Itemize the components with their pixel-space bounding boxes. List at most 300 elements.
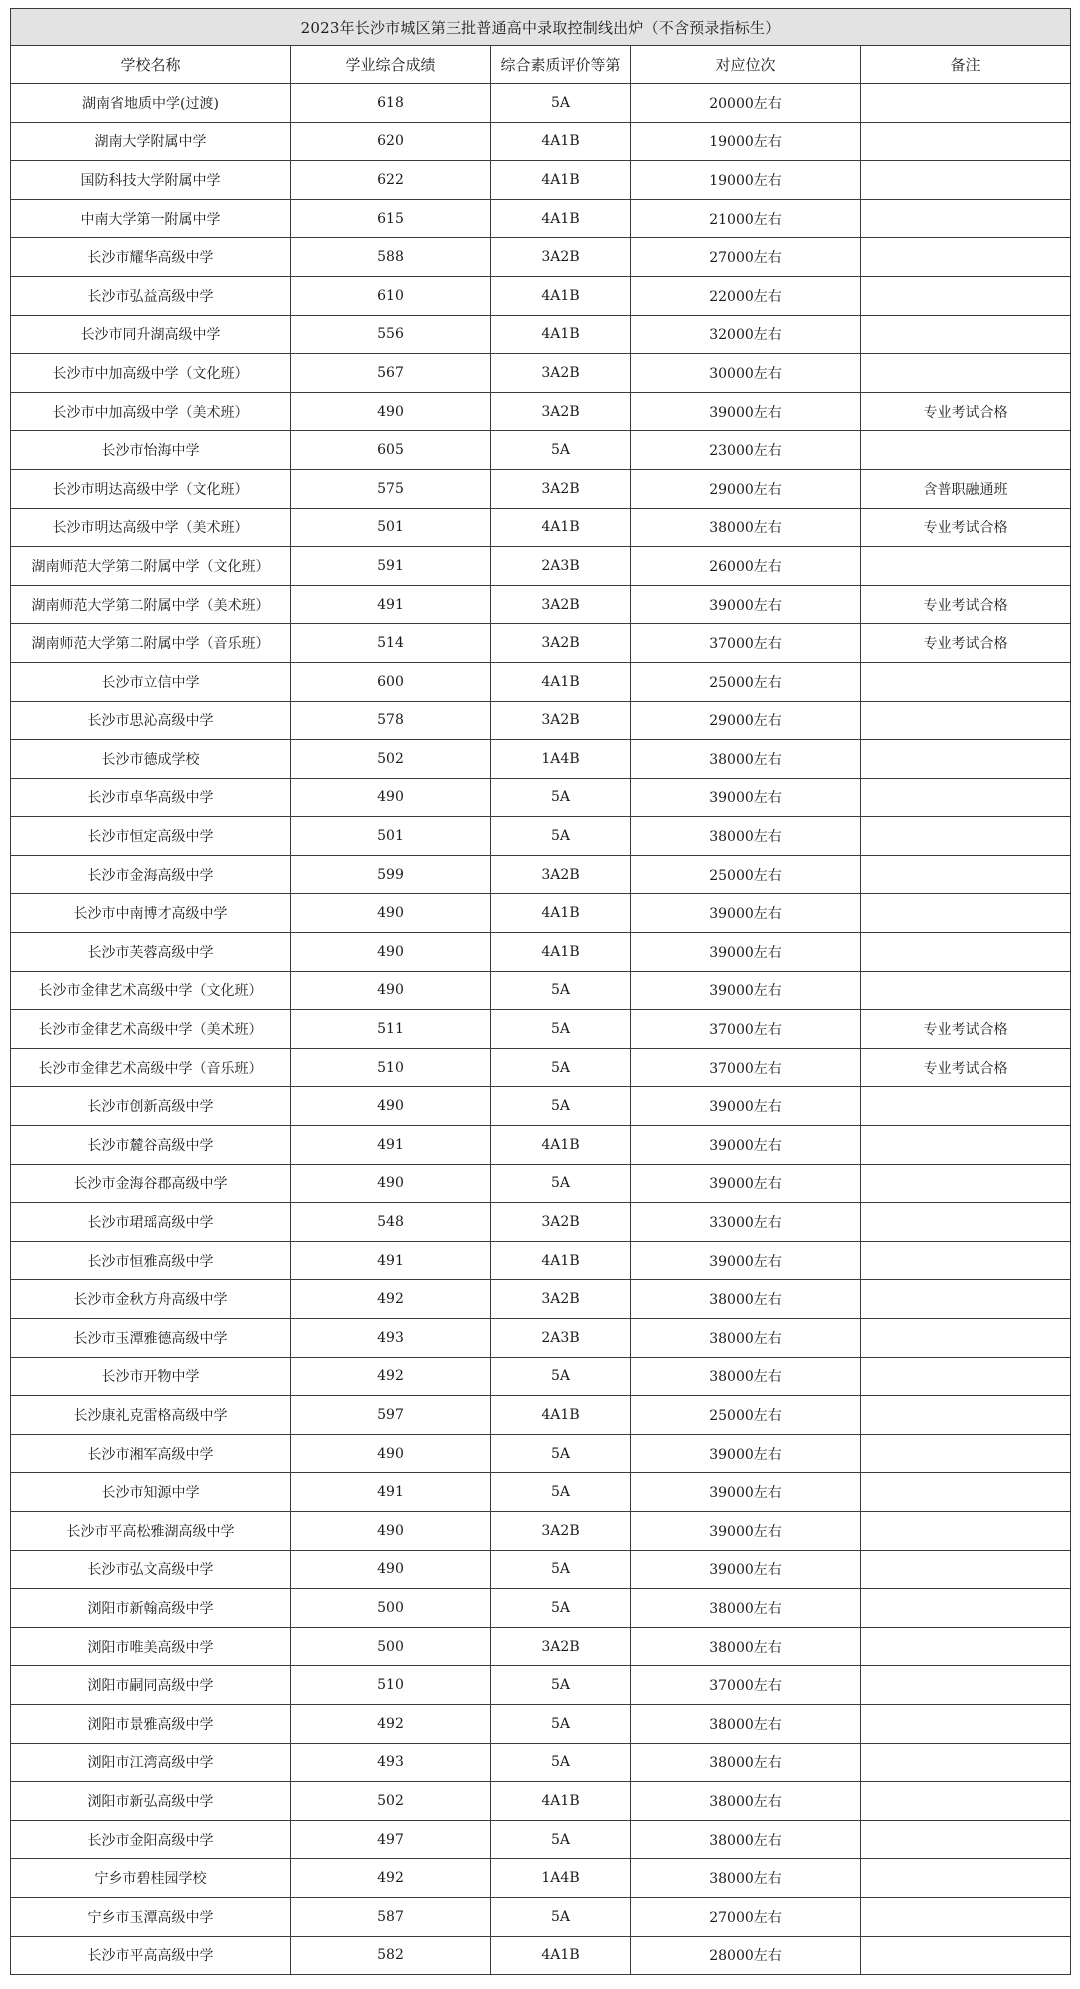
grade-cell: 5A (491, 817, 631, 856)
grade-cell: 3A2B (491, 354, 631, 393)
score-cell: 620 (291, 122, 491, 161)
grade-cell: 5A (491, 778, 631, 817)
score-cell: 511 (291, 1010, 491, 1049)
note-cell (861, 778, 1071, 817)
school-name-cell: 湖南师范大学第二附属中学（美术班） (11, 585, 291, 624)
rank-cell: 38000左右 (631, 508, 861, 547)
school-name-cell: 长沙市弘益高级中学 (11, 276, 291, 315)
table-title: 2023年长沙市城区第三批普通高中录取控制线出炉（不含预录指标生） (11, 9, 1071, 46)
rank-cell: 38000左右 (631, 1319, 861, 1358)
school-name-cell: 浏阳市嗣同高级中学 (11, 1666, 291, 1705)
score-cell: 605 (291, 431, 491, 470)
school-name-cell: 宁乡市玉潭高级中学 (11, 1897, 291, 1936)
grade-cell: 2A3B (491, 547, 631, 586)
school-name-cell: 长沙市开物中学 (11, 1357, 291, 1396)
column-header-note: 备注 (861, 46, 1071, 84)
score-cell: 490 (291, 778, 491, 817)
school-name-cell: 长沙市中加高级中学（文化班） (11, 354, 291, 393)
grade-cell: 5A (491, 1087, 631, 1126)
grade-cell: 3A2B (491, 238, 631, 277)
school-name-cell: 长沙市恒雅高级中学 (11, 1241, 291, 1280)
grade-cell: 1A4B (491, 1859, 631, 1898)
grade-cell: 4A1B (491, 122, 631, 161)
grade-cell: 5A (491, 971, 631, 1010)
note-cell: 专业考试合格 (861, 1010, 1071, 1049)
table-row (11, 624, 1071, 663)
grade-cell: 5A (491, 1550, 631, 1589)
score-cell: 587 (291, 1897, 491, 1936)
note-cell (861, 971, 1071, 1010)
school-name-cell: 长沙市平高松雅湖高级中学 (11, 1511, 291, 1550)
note-cell (861, 1434, 1071, 1473)
grade-cell: 2A3B (491, 1319, 631, 1358)
grade-cell: 5A (491, 1048, 631, 1087)
table-row (11, 1241, 1071, 1280)
grade-cell: 3A2B (491, 701, 631, 740)
rank-cell: 39000左右 (631, 1164, 861, 1203)
school-name-cell: 浏阳市江湾高级中学 (11, 1743, 291, 1782)
grade-cell: 4A1B (491, 315, 631, 354)
school-name-cell: 浏阳市唯美高级中学 (11, 1627, 291, 1666)
school-name-cell: 湖南师范大学第二附属中学（文化班） (11, 547, 291, 586)
table-row (11, 1010, 1071, 1049)
school-name-cell: 湖南省地质中学(过渡) (11, 84, 291, 123)
table-row (11, 933, 1071, 972)
table-row (11, 1280, 1071, 1319)
grade-cell: 5A (491, 1473, 631, 1512)
school-name-cell: 长沙市金阳高级中学 (11, 1820, 291, 1859)
note-cell (861, 1936, 1071, 1975)
score-cell: 500 (291, 1627, 491, 1666)
rank-cell: 38000左右 (631, 1589, 861, 1628)
note-cell (861, 315, 1071, 354)
school-name-cell: 长沙市珺瑶高级中学 (11, 1203, 291, 1242)
table-row (11, 585, 1071, 624)
score-cell: 491 (291, 585, 491, 624)
note-cell (861, 1704, 1071, 1743)
table-row (11, 1704, 1071, 1743)
rank-cell: 39000左右 (631, 1511, 861, 1550)
rank-cell: 38000左右 (631, 1357, 861, 1396)
school-name-cell: 长沙市明达高级中学（美术班） (11, 508, 291, 547)
grade-cell: 3A2B (491, 1280, 631, 1319)
table-row (11, 855, 1071, 894)
school-name-cell: 长沙市金秋方舟高级中学 (11, 1280, 291, 1319)
rank-cell: 25000左右 (631, 1396, 861, 1435)
rank-cell: 22000左右 (631, 276, 861, 315)
note-cell (861, 1203, 1071, 1242)
score-cell: 501 (291, 817, 491, 856)
rank-cell: 39000左右 (631, 585, 861, 624)
table-row (11, 1511, 1071, 1550)
rank-cell: 39000左右 (631, 1087, 861, 1126)
grade-cell: 4A1B (491, 1782, 631, 1821)
school-name-cell: 中南大学第一附属中学 (11, 199, 291, 238)
rank-cell: 39000左右 (631, 778, 861, 817)
score-cell: 502 (291, 740, 491, 779)
table-row (11, 1936, 1071, 1975)
rank-cell: 38000左右 (631, 740, 861, 779)
rank-cell: 26000左右 (631, 547, 861, 586)
note-cell (861, 84, 1071, 123)
note-cell: 专业考试合格 (861, 624, 1071, 663)
note-cell (861, 276, 1071, 315)
table-body (11, 84, 1071, 1975)
score-cell: 610 (291, 276, 491, 315)
note-cell (861, 933, 1071, 972)
note-cell (861, 662, 1071, 701)
column-header-rank: 对应位次 (631, 46, 861, 84)
rank-cell: 39000左右 (631, 1434, 861, 1473)
school-name-cell: 长沙市恒定高级中学 (11, 817, 291, 856)
note-cell: 专业考试合格 (861, 585, 1071, 624)
note-cell (861, 354, 1071, 393)
table-row (11, 1126, 1071, 1165)
rank-cell: 39000左右 (631, 894, 861, 933)
table-row (11, 1434, 1071, 1473)
note-cell (861, 431, 1071, 470)
table-row (11, 354, 1071, 393)
school-name-cell: 长沙市卓华高级中学 (11, 778, 291, 817)
school-name-cell: 长沙市同升湖高级中学 (11, 315, 291, 354)
grade-cell: 4A1B (491, 276, 631, 315)
score-cell: 597 (291, 1396, 491, 1435)
school-name-cell: 湖南大学附属中学 (11, 122, 291, 161)
note-cell (861, 1820, 1071, 1859)
note-cell (861, 547, 1071, 586)
school-name-cell: 长沙市金律艺术高级中学（美术班） (11, 1010, 291, 1049)
score-cell: 510 (291, 1666, 491, 1705)
grade-cell: 5A (491, 1666, 631, 1705)
score-cell: 490 (291, 1434, 491, 1473)
note-cell (861, 817, 1071, 856)
title-row (11, 9, 1071, 46)
rank-cell: 39000左右 (631, 1550, 861, 1589)
score-cell: 490 (291, 894, 491, 933)
table-row (11, 701, 1071, 740)
rank-cell: 39000左右 (631, 1126, 861, 1165)
grade-cell: 4A1B (491, 1936, 631, 1975)
table-row (11, 431, 1071, 470)
table-row (11, 1743, 1071, 1782)
rank-cell: 23000左右 (631, 431, 861, 470)
score-cell: 500 (291, 1589, 491, 1628)
note-cell (861, 855, 1071, 894)
note-cell (861, 1589, 1071, 1628)
note-cell (861, 238, 1071, 277)
school-name-cell: 长沙市弘文高级中学 (11, 1550, 291, 1589)
score-cell: 567 (291, 354, 491, 393)
score-cell: 600 (291, 662, 491, 701)
score-cell: 599 (291, 855, 491, 894)
table-row (11, 1782, 1071, 1821)
rank-cell: 39000左右 (631, 1241, 861, 1280)
rank-cell: 37000左右 (631, 1010, 861, 1049)
table-row (11, 1396, 1071, 1435)
grade-cell: 4A1B (491, 508, 631, 547)
grade-cell: 5A (491, 1357, 631, 1396)
rank-cell: 30000左右 (631, 354, 861, 393)
school-name-cell: 长沙市金律艺术高级中学（文化班） (11, 971, 291, 1010)
score-cell: 490 (291, 933, 491, 972)
note-cell: 含普职融通班 (861, 469, 1071, 508)
school-name-cell: 长沙市平高高级中学 (11, 1936, 291, 1975)
score-cell: 490 (291, 1164, 491, 1203)
grade-cell: 3A2B (491, 855, 631, 894)
score-cell: 582 (291, 1936, 491, 1975)
rank-cell: 39000左右 (631, 933, 861, 972)
school-name-cell: 长沙市立信中学 (11, 662, 291, 701)
grade-cell: 4A1B (491, 1241, 631, 1280)
table-row (11, 1589, 1071, 1628)
school-name-cell: 长沙市怡海中学 (11, 431, 291, 470)
table-row (11, 1627, 1071, 1666)
grade-cell: 5A (491, 1589, 631, 1628)
note-cell (861, 199, 1071, 238)
school-name-cell: 湖南师范大学第二附属中学（音乐班） (11, 624, 291, 663)
table-row (11, 276, 1071, 315)
note-cell (861, 1859, 1071, 1898)
table-row (11, 469, 1071, 508)
note-cell (861, 1511, 1071, 1550)
table-row (11, 971, 1071, 1010)
score-cell: 492 (291, 1280, 491, 1319)
note-cell (861, 894, 1071, 933)
grade-cell: 5A (491, 1820, 631, 1859)
note-cell (861, 1357, 1071, 1396)
note-cell (861, 1473, 1071, 1512)
rank-cell: 38000左右 (631, 817, 861, 856)
school-name-cell: 长沙康礼克雷格高级中学 (11, 1396, 291, 1435)
score-cell: 492 (291, 1859, 491, 1898)
score-cell: 548 (291, 1203, 491, 1242)
note-cell (861, 161, 1071, 200)
rank-cell: 39000左右 (631, 1473, 861, 1512)
note-cell: 专业考试合格 (861, 392, 1071, 431)
score-cell: 497 (291, 1820, 491, 1859)
score-cell: 575 (291, 469, 491, 508)
school-name-cell: 长沙市创新高级中学 (11, 1087, 291, 1126)
grade-cell: 3A2B (491, 585, 631, 624)
rank-cell: 38000左右 (631, 1743, 861, 1782)
school-name-cell: 长沙市金海高级中学 (11, 855, 291, 894)
score-cell: 588 (291, 238, 491, 277)
score-cell: 493 (291, 1743, 491, 1782)
note-cell (861, 1897, 1071, 1936)
table-row (11, 1859, 1071, 1898)
table-row (11, 1203, 1071, 1242)
table-row (11, 508, 1071, 547)
score-cell: 591 (291, 547, 491, 586)
table-row (11, 1048, 1071, 1087)
score-cell: 514 (291, 624, 491, 663)
table-row (11, 84, 1071, 123)
rank-cell: 21000左右 (631, 199, 861, 238)
grade-cell: 4A1B (491, 199, 631, 238)
table-row (11, 1820, 1071, 1859)
score-cell: 615 (291, 199, 491, 238)
rank-cell: 37000左右 (631, 1666, 861, 1705)
grade-cell: 4A1B (491, 933, 631, 972)
admission-table-sheet (10, 8, 1070, 1975)
score-cell: 490 (291, 1087, 491, 1126)
rank-cell: 28000左右 (631, 1936, 861, 1975)
table-row (11, 122, 1071, 161)
school-name-cell: 长沙市金律艺术高级中学（音乐班） (11, 1048, 291, 1087)
table-row (11, 1666, 1071, 1705)
note-cell (861, 1126, 1071, 1165)
score-cell: 501 (291, 508, 491, 547)
table-row (11, 392, 1071, 431)
grade-cell: 3A2B (491, 624, 631, 663)
grade-cell: 5A (491, 84, 631, 123)
score-cell: 491 (291, 1126, 491, 1165)
school-name-cell: 长沙市湘军高级中学 (11, 1434, 291, 1473)
rank-cell: 39000左右 (631, 971, 861, 1010)
grade-cell: 1A4B (491, 740, 631, 779)
rank-cell: 32000左右 (631, 315, 861, 354)
table-row (11, 662, 1071, 701)
score-cell: 622 (291, 161, 491, 200)
score-cell: 556 (291, 315, 491, 354)
school-name-cell: 长沙市思沁高级中学 (11, 701, 291, 740)
grade-cell: 3A2B (491, 1203, 631, 1242)
table-row (11, 547, 1071, 586)
grade-cell: 5A (491, 1010, 631, 1049)
score-cell: 493 (291, 1319, 491, 1358)
score-cell: 510 (291, 1048, 491, 1087)
rank-cell: 39000左右 (631, 392, 861, 431)
score-cell: 490 (291, 971, 491, 1010)
grade-cell: 4A1B (491, 161, 631, 200)
note-cell (861, 1241, 1071, 1280)
school-name-cell: 长沙市玉潭雅德高级中学 (11, 1319, 291, 1358)
rank-cell: 19000左右 (631, 161, 861, 200)
grade-cell: 4A1B (491, 1126, 631, 1165)
note-cell: 专业考试合格 (861, 1048, 1071, 1087)
score-cell: 491 (291, 1241, 491, 1280)
grade-cell: 3A2B (491, 392, 631, 431)
table-row (11, 1087, 1071, 1126)
score-cell: 618 (291, 84, 491, 123)
score-cell: 490 (291, 392, 491, 431)
table-row (11, 778, 1071, 817)
note-cell (861, 1743, 1071, 1782)
note-cell (861, 1164, 1071, 1203)
grade-cell: 3A2B (491, 1511, 631, 1550)
grade-cell: 4A1B (491, 894, 631, 933)
note-cell (861, 1627, 1071, 1666)
school-name-cell: 长沙市金海谷郡高级中学 (11, 1164, 291, 1203)
grade-cell: 5A (491, 1434, 631, 1473)
grade-cell: 5A (491, 1743, 631, 1782)
rank-cell: 27000左右 (631, 238, 861, 277)
school-name-cell: 长沙市中加高级中学（美术班） (11, 392, 291, 431)
table-row (11, 894, 1071, 933)
rank-cell: 27000左右 (631, 1897, 861, 1936)
table-row (11, 1164, 1071, 1203)
score-cell: 490 (291, 1550, 491, 1589)
table-row (11, 315, 1071, 354)
school-name-cell: 长沙市德成学校 (11, 740, 291, 779)
note-cell (861, 701, 1071, 740)
note-cell (861, 1550, 1071, 1589)
school-name-cell: 长沙市麓谷高级中学 (11, 1126, 291, 1165)
score-cell: 578 (291, 701, 491, 740)
table-row (11, 1897, 1071, 1936)
note-cell (861, 1396, 1071, 1435)
rank-cell: 38000左右 (631, 1627, 861, 1666)
note-cell: 专业考试合格 (861, 508, 1071, 547)
admission-cutoff-table (10, 8, 1071, 1975)
table-row (11, 238, 1071, 277)
note-cell (861, 1319, 1071, 1358)
school-name-cell: 长沙市芙蓉高级中学 (11, 933, 291, 972)
grade-cell: 5A (491, 1704, 631, 1743)
rank-cell: 38000左右 (631, 1704, 861, 1743)
school-name-cell: 浏阳市新弘高级中学 (11, 1782, 291, 1821)
note-cell (861, 1666, 1071, 1705)
rank-cell: 38000左右 (631, 1280, 861, 1319)
rank-cell: 25000左右 (631, 855, 861, 894)
score-cell: 502 (291, 1782, 491, 1821)
note-cell (861, 1782, 1071, 1821)
grade-cell: 3A2B (491, 469, 631, 508)
rank-cell: 33000左右 (631, 1203, 861, 1242)
table-row (11, 1319, 1071, 1358)
column-header-score: 学业综合成绩 (291, 46, 491, 84)
column-header-school: 学校名称 (11, 46, 291, 84)
grade-cell: 3A2B (491, 1627, 631, 1666)
note-cell (861, 1087, 1071, 1126)
grade-cell: 4A1B (491, 1396, 631, 1435)
table-row (11, 1473, 1071, 1512)
rank-cell: 25000左右 (631, 662, 861, 701)
rank-cell: 38000左右 (631, 1859, 861, 1898)
school-name-cell: 浏阳市新翰高级中学 (11, 1589, 291, 1628)
table-row (11, 1550, 1071, 1589)
grade-cell: 5A (491, 1897, 631, 1936)
table-row (11, 740, 1071, 779)
school-name-cell: 长沙市耀华高级中学 (11, 238, 291, 277)
school-name-cell: 长沙市明达高级中学（文化班） (11, 469, 291, 508)
table-row (11, 1357, 1071, 1396)
rank-cell: 37000左右 (631, 1048, 861, 1087)
school-name-cell: 国防科技大学附属中学 (11, 161, 291, 200)
rank-cell: 37000左右 (631, 624, 861, 663)
score-cell: 490 (291, 1511, 491, 1550)
score-cell: 491 (291, 1473, 491, 1512)
rank-cell: 38000左右 (631, 1782, 861, 1821)
school-name-cell: 长沙市中南博才高级中学 (11, 894, 291, 933)
school-name-cell: 浏阳市景雅高级中学 (11, 1704, 291, 1743)
rank-cell: 38000左右 (631, 1820, 861, 1859)
note-cell (861, 1280, 1071, 1319)
rank-cell: 29000左右 (631, 701, 861, 740)
school-name-cell: 宁乡市碧桂园学校 (11, 1859, 291, 1898)
school-name-cell: 长沙市知源中学 (11, 1473, 291, 1512)
column-header-grade: 综合素质评价等第 (491, 46, 631, 84)
grade-cell: 5A (491, 431, 631, 470)
table-row (11, 199, 1071, 238)
table-row (11, 161, 1071, 200)
score-cell: 492 (291, 1704, 491, 1743)
grade-cell: 4A1B (491, 662, 631, 701)
table-row (11, 817, 1071, 856)
rank-cell: 20000左右 (631, 84, 861, 123)
rank-cell: 29000左右 (631, 469, 861, 508)
grade-cell: 5A (491, 1164, 631, 1203)
